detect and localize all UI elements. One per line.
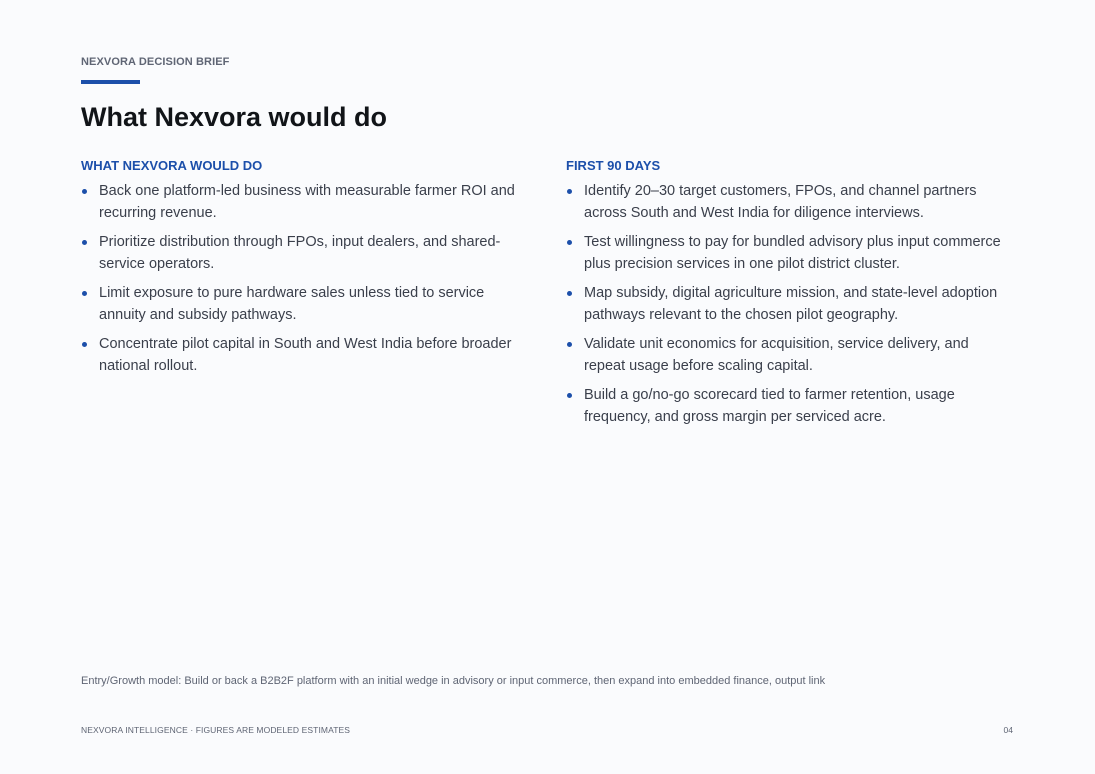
entry-growth-footnote: Entry/Growth model: Build or back a B2B2F platform with an initial wedge in advisory or input commerce, then expand into embedded finance, output link <box>81 675 826 687</box>
list-item-text: Limit exposure to pure hardware sales unless tied to service annuity and subsidy pathways. <box>99 285 485 323</box>
bullet-icon <box>82 189 87 194</box>
list-item-text: Identify 20–30 target customers, FPOs, and channel partners across South and West India for diligence interviews. <box>584 183 977 221</box>
bullet-icon <box>82 291 87 296</box>
bullet-list <box>81 180 533 377</box>
brief-kicker: NEXVORA DECISION BRIEF <box>81 56 230 68</box>
bullet-icon <box>567 393 572 398</box>
list-item-text: Build a go/no-go scorecard tied to farmer retention, usage frequency, and gross margin per serviced acre. <box>584 387 955 425</box>
list-item-text: Validate unit economics for acquisition, service delivery, and repeat usage before scaling capital. <box>584 336 969 374</box>
page-title: What Nexvora would do <box>81 102 388 132</box>
list-item-text: Map subsidy, digital agriculture mission, and state-level adoption pathways relevant to the chosen pilot geography. <box>584 285 998 323</box>
bullet-icon <box>567 342 572 347</box>
list-item <box>566 384 1006 428</box>
bullet-list <box>566 180 1006 428</box>
accent-bar <box>81 80 140 84</box>
section-heading-first-90-days: FIRST 90 DAYS <box>566 158 661 173</box>
page-number: 04 <box>1003 725 1013 735</box>
list-item <box>566 180 1006 224</box>
bullet-icon <box>82 342 87 347</box>
section-heading-what-nexvora-would-do: WHAT NEXVORA WOULD DO <box>81 158 263 173</box>
what-nexvora-would-do-section <box>81 158 533 384</box>
list-item <box>81 282 533 326</box>
list-item <box>566 282 1006 326</box>
list-item-text: Test willingness to pay for bundled advisory plus input commerce plus precision services in one pilot district cluster. <box>584 234 1001 272</box>
list-item <box>81 231 533 275</box>
list-item <box>566 333 1006 377</box>
list-item <box>566 231 1006 275</box>
list-item <box>81 180 533 224</box>
bullet-icon <box>82 240 87 245</box>
list-item-text: Back one platform-led business with measurable farmer ROI and recurring revenue. <box>99 183 515 221</box>
footer-label: NEXVORA INTELLIGENCE · FIGURES ARE MODELED ESTIMATES <box>81 725 351 735</box>
bullet-icon <box>567 240 572 245</box>
bullet-icon <box>567 189 572 194</box>
first-90-days-section <box>566 158 1006 435</box>
list-item-text: Prioritize distribution through FPOs, input dealers, and shared-service operators. <box>99 234 501 272</box>
bullet-icon <box>567 291 572 296</box>
list-item-text: Concentrate pilot capital in South and West India before broader national rollout. <box>99 336 512 374</box>
list-item <box>81 333 533 377</box>
